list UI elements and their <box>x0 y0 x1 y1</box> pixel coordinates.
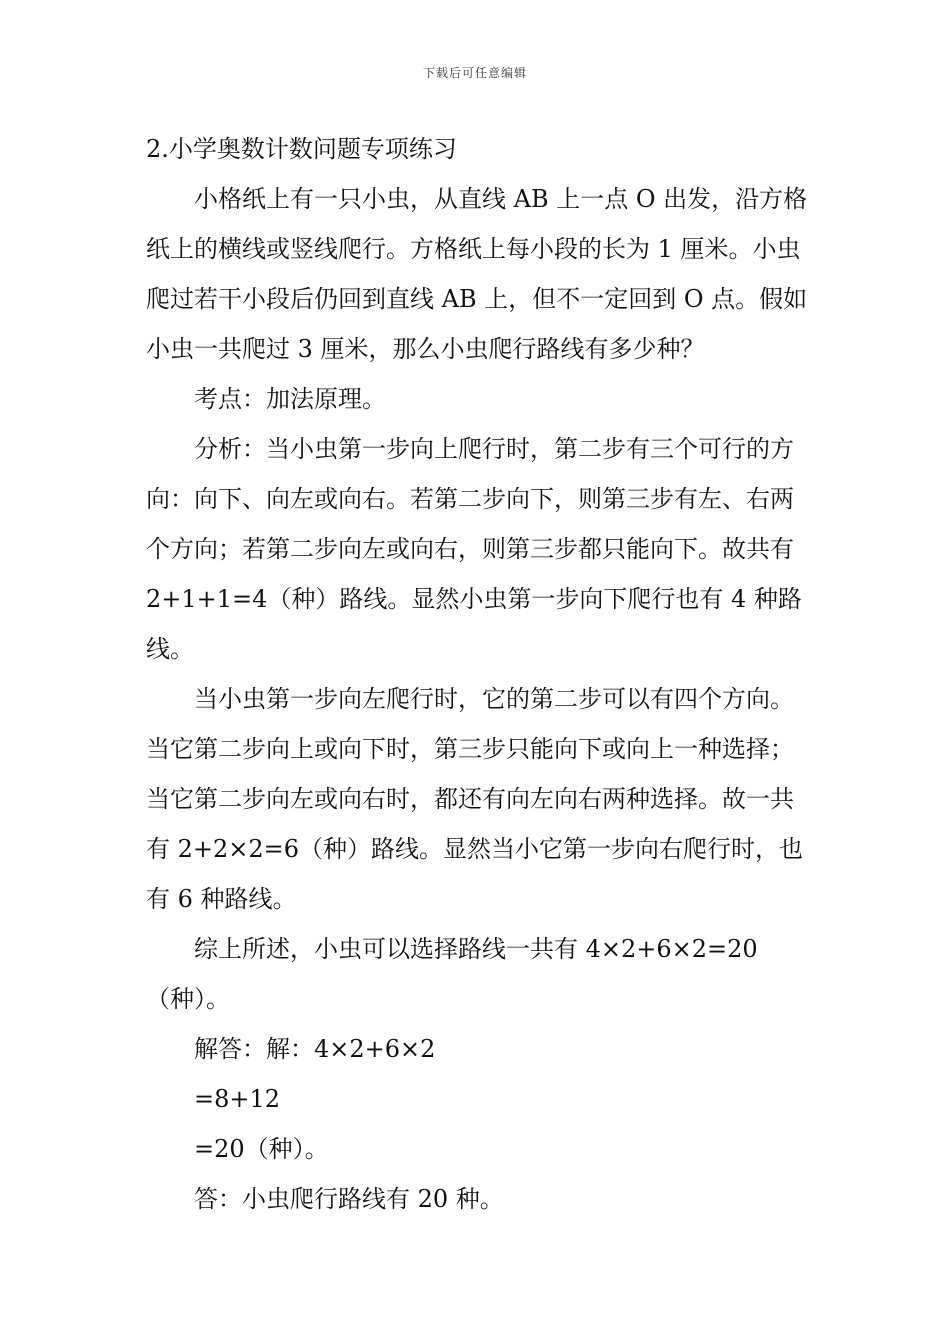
solution-line-2: =8+12 <box>194 1085 281 1113</box>
solution-line-1: 解答：解：4×2+6×2 <box>194 1035 436 1063</box>
analysis-paragraph-1: 分析：当小虫第一步向上爬行时，第二步有三个可行的方向：向下、向左或向右。若第二步向下，则第三步有左、右两个方向；若第二步向左或向右，则第三步都只能向下。故共有 2+1+1=4（种）路线。显然小虫第一步向下爬行也有 4 种路线。 <box>146 435 802 663</box>
header-note: 下载后可任意编辑 <box>422 66 527 80</box>
document-title: 2.小学奥数计数问题专项练习 <box>146 135 457 163</box>
solution-line-3: =20（种）。 <box>194 1135 329 1163</box>
problem-paragraph: 小格纸上有一只小虫，从直线 AB 上一点 O 出发，沿方格纸上的横线或竖线爬行。方格纸上每小段的长为 1 厘米。小虫爬过若干小段后仍回到直线 AB 上，但不一定回到 O 点。假如小虫一共爬过 3 厘米，那么小虫爬行路线有多少种？ <box>146 185 808 363</box>
summary-paragraph: 综上所述，小虫可以选择路线一共有 4×2+6×2=20（种）。 <box>146 935 758 1013</box>
analysis-paragraph-2: 当小虫第一步向左爬行时，它的第二步可以有四个方向。当它第二步向上或向下时，第三步只能向下或向上一种选择；当它第二步向左或向右时，都还有向左向右两种选择。故一共有 2+2×2=6（种）路线。显然当小它第一步向右爬行时，也有 6 种路线。 <box>146 685 804 913</box>
key-point-paragraph: 考点：加法原理。 <box>194 385 386 413</box>
answer-paragraph: 答：小虫爬行路线有 20 种。 <box>194 1185 504 1213</box>
document-body <box>146 124 814 1224</box>
